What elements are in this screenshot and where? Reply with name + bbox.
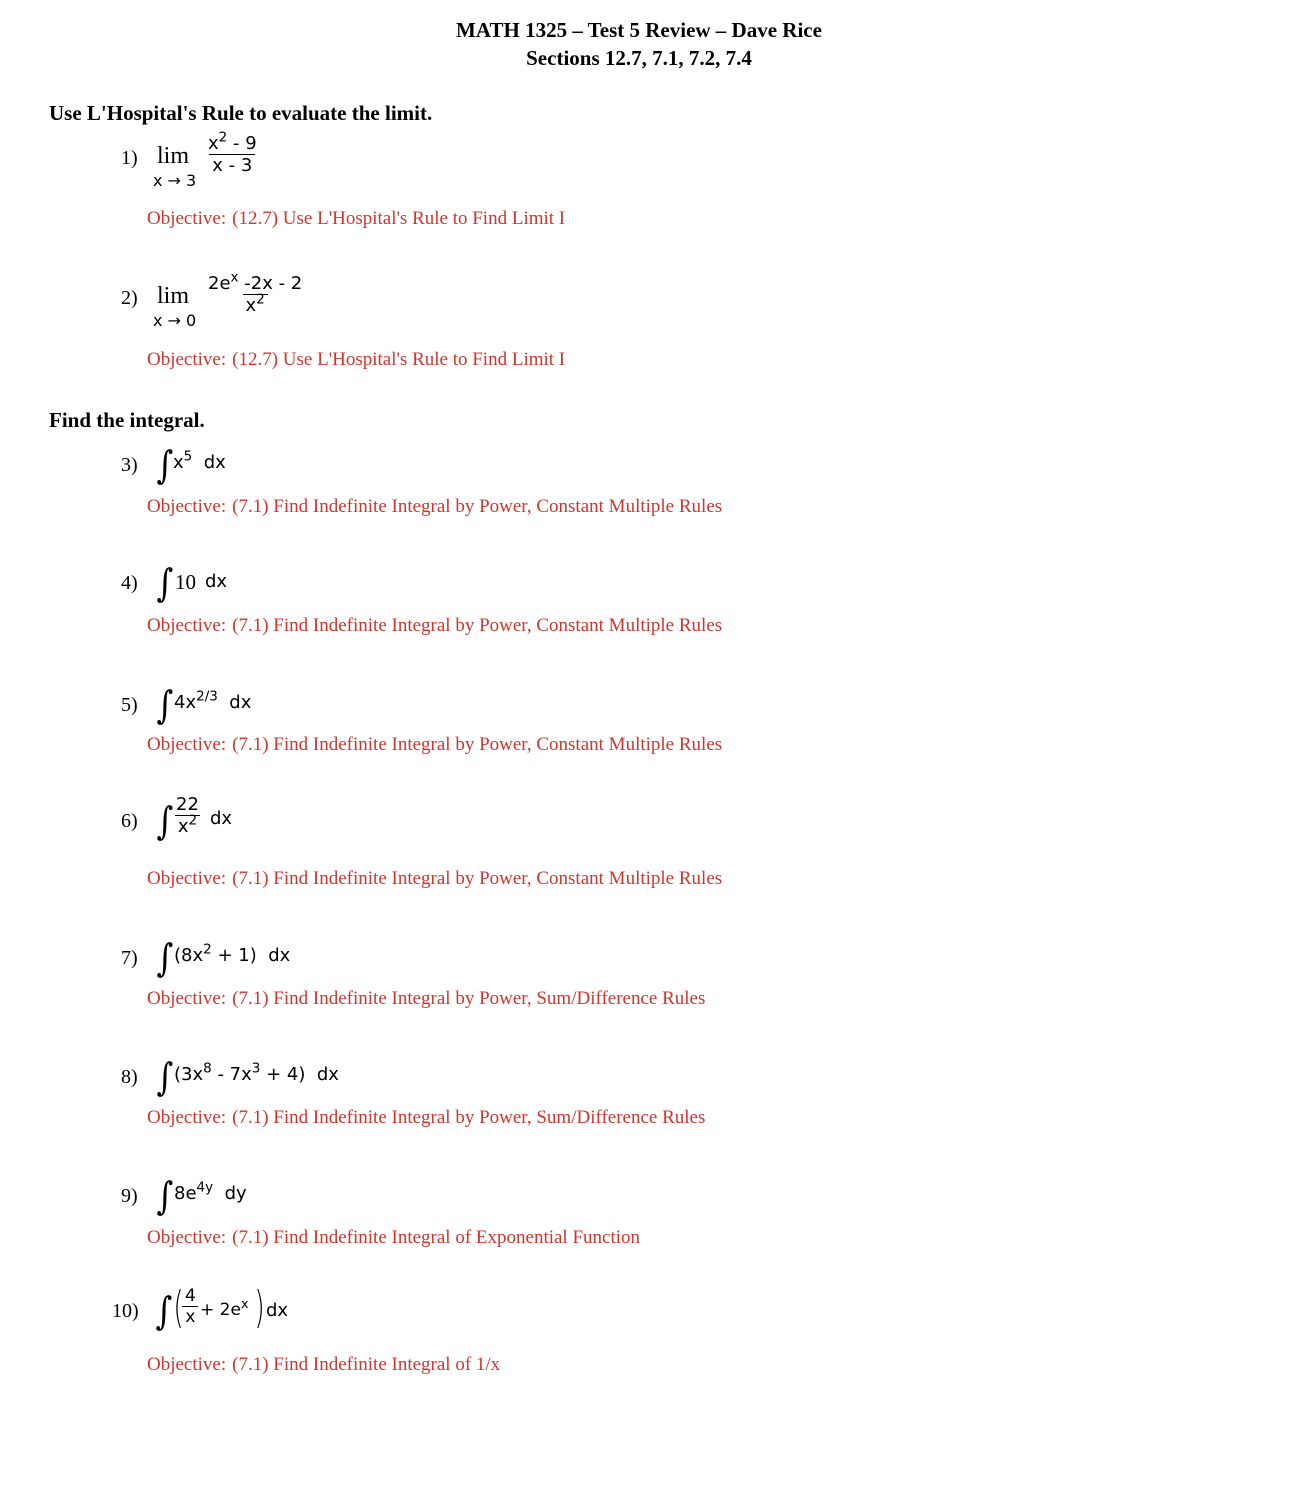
objective-text: (7.1) Find Indefinite Integral by Power, Constant Multiple Rules xyxy=(232,496,723,517)
denominator: x xyxy=(182,1306,198,1327)
objective-label: Objective: xyxy=(147,208,227,229)
integrand-base: x xyxy=(173,452,184,473)
numerator: 22 xyxy=(176,794,199,815)
limit-fraction xyxy=(205,269,305,316)
objective-label: Objective: xyxy=(147,1227,227,1248)
problem-number: 5) xyxy=(121,694,138,716)
objective-text: (7.1) Find Indefinite Integral of 1/x xyxy=(232,1354,501,1375)
limit-approach: x → 3 xyxy=(153,171,197,190)
numerator-rest: - 9 xyxy=(227,133,257,154)
objective-10 xyxy=(147,1354,500,1376)
objective-label: Objective: xyxy=(147,988,227,1009)
integral-sign: ∫ xyxy=(156,561,174,605)
differential: dx xyxy=(210,808,233,829)
objective-8 xyxy=(147,1107,705,1129)
limit-fraction xyxy=(205,129,260,176)
differential: dx xyxy=(205,571,228,592)
objective-1 xyxy=(147,208,565,230)
denominator-exponent: 2 xyxy=(256,291,265,308)
document-title: MATH 1325 – Test 5 Review – Dave Rice xyxy=(456,18,822,42)
objective-label: Objective: xyxy=(147,734,227,755)
differential: dy xyxy=(224,1183,247,1204)
integrand: 10 xyxy=(175,570,196,594)
integrand-fraction xyxy=(182,1286,199,1327)
objective-label: Objective: xyxy=(147,615,227,636)
integral-sign: ∫ xyxy=(156,936,174,980)
denominator-exponent: 2 xyxy=(188,812,198,829)
problem-number: 9) xyxy=(121,1185,138,1207)
right-paren: ) xyxy=(254,1282,265,1333)
objective-label: Objective: xyxy=(147,868,227,889)
lim-operator: lim xyxy=(157,143,190,169)
differential: dx xyxy=(266,1300,289,1321)
numerator-rest: -2x - 2 xyxy=(238,273,303,294)
integrand-rest xyxy=(200,1297,249,1320)
integrand-base: 4x xyxy=(174,692,197,713)
integrand-pre: (8x xyxy=(174,945,204,966)
integrand-pre: (3x xyxy=(174,1064,204,1085)
objective-7 xyxy=(147,988,705,1010)
integrand xyxy=(174,1179,247,1204)
limit-approach: x → 0 xyxy=(153,311,197,330)
integral-sign: ∫ xyxy=(155,1289,173,1333)
objective-text: (7.1) Find Indefinite Integral by Power, Sum/Difference Rules xyxy=(232,988,706,1009)
objective-label: Objective: xyxy=(147,349,227,370)
differential: dx xyxy=(268,945,291,966)
denominator: x - 3 xyxy=(209,154,255,176)
objective-label: Objective: xyxy=(147,1107,227,1128)
integrand xyxy=(174,941,291,966)
objective-text: (7.1) Find Indefinite Integral by Power, Sum/Difference Rules xyxy=(232,1107,706,1128)
numerator: x xyxy=(208,133,219,154)
problem-number: 3) xyxy=(121,454,138,476)
problem-number: 8) xyxy=(121,1066,138,1088)
integrand-plus: + 2e xyxy=(200,1300,241,1320)
denominator: x xyxy=(177,816,189,837)
problem-number: 2) xyxy=(121,287,138,309)
problem-number: 7) xyxy=(121,947,138,969)
objective-text: (7.1) Find Indefinite Integral by Power, Constant Multiple Rules xyxy=(232,615,723,636)
objective-2 xyxy=(147,349,565,371)
exponent: 2 xyxy=(218,129,228,146)
integrand xyxy=(174,1060,339,1085)
integrand-fraction xyxy=(173,794,202,837)
exponent: x xyxy=(240,1297,249,1312)
lim-operator: lim xyxy=(157,283,190,309)
exponent: 2 xyxy=(203,941,212,958)
objective-4 xyxy=(147,615,722,637)
objective-6 xyxy=(147,868,722,890)
numerator: 4 xyxy=(185,1286,196,1306)
exponent-1: 8 xyxy=(203,1060,212,1077)
differential: dx xyxy=(229,692,252,713)
problem-number: 1) xyxy=(121,147,138,169)
integral-sign: ∫ xyxy=(156,799,174,843)
integral-sign: ∫ xyxy=(156,683,174,727)
exponent: 2/3 xyxy=(196,688,218,705)
integral-sign: ∫ xyxy=(156,1174,174,1218)
exponent: x xyxy=(230,269,239,286)
left-paren: ( xyxy=(173,1282,184,1333)
objective-text: (12.7) Use L'Hospital's Rule to Find Limit I xyxy=(232,208,566,229)
integral-sign: ∫ xyxy=(156,1055,174,1099)
exponent: 5 xyxy=(183,448,193,465)
objective-5 xyxy=(147,734,722,756)
integrand xyxy=(174,688,252,713)
objective-text: (12.7) Use L'Hospital's Rule to Find Limit I xyxy=(232,349,566,370)
objective-text: (7.1) Find Indefinite Integral of Exponential Function xyxy=(232,1227,641,1248)
objective-label: Objective: xyxy=(147,1354,227,1375)
section-heading-limits: Use L'Hospital's Rule to evaluate the limit. xyxy=(49,101,433,125)
objective-3 xyxy=(147,496,722,518)
integrand-post: + 1) xyxy=(211,945,257,966)
problem-number: 10) xyxy=(112,1300,139,1322)
document-sections: Sections 12.7, 7.1, 7.2, 7.4 xyxy=(526,46,752,70)
problem-number: 6) xyxy=(121,810,138,832)
integrand xyxy=(173,448,226,473)
objective-label: Objective: xyxy=(147,496,227,517)
exponent-2: 3 xyxy=(251,1060,261,1077)
objective-9 xyxy=(147,1227,640,1249)
section-heading-integrals: Find the integral. xyxy=(49,408,205,432)
numerator: 2e xyxy=(208,273,231,294)
problem-number: 4) xyxy=(121,572,138,594)
differential: dx xyxy=(203,452,226,473)
integrand-mid: - 7x xyxy=(211,1064,252,1085)
integrand-post: + 4) xyxy=(260,1064,306,1085)
integral-sign: ∫ xyxy=(156,443,174,487)
objective-text: (7.1) Find Indefinite Integral by Power, Constant Multiple Rules xyxy=(232,868,723,889)
exponent: 4y xyxy=(196,1179,214,1196)
integrand-base: 8e xyxy=(174,1183,197,1204)
denominator: x xyxy=(245,295,257,316)
differential: dx xyxy=(316,1064,339,1085)
objective-text: (7.1) Find Indefinite Integral by Power, Constant Multiple Rules xyxy=(232,734,723,755)
